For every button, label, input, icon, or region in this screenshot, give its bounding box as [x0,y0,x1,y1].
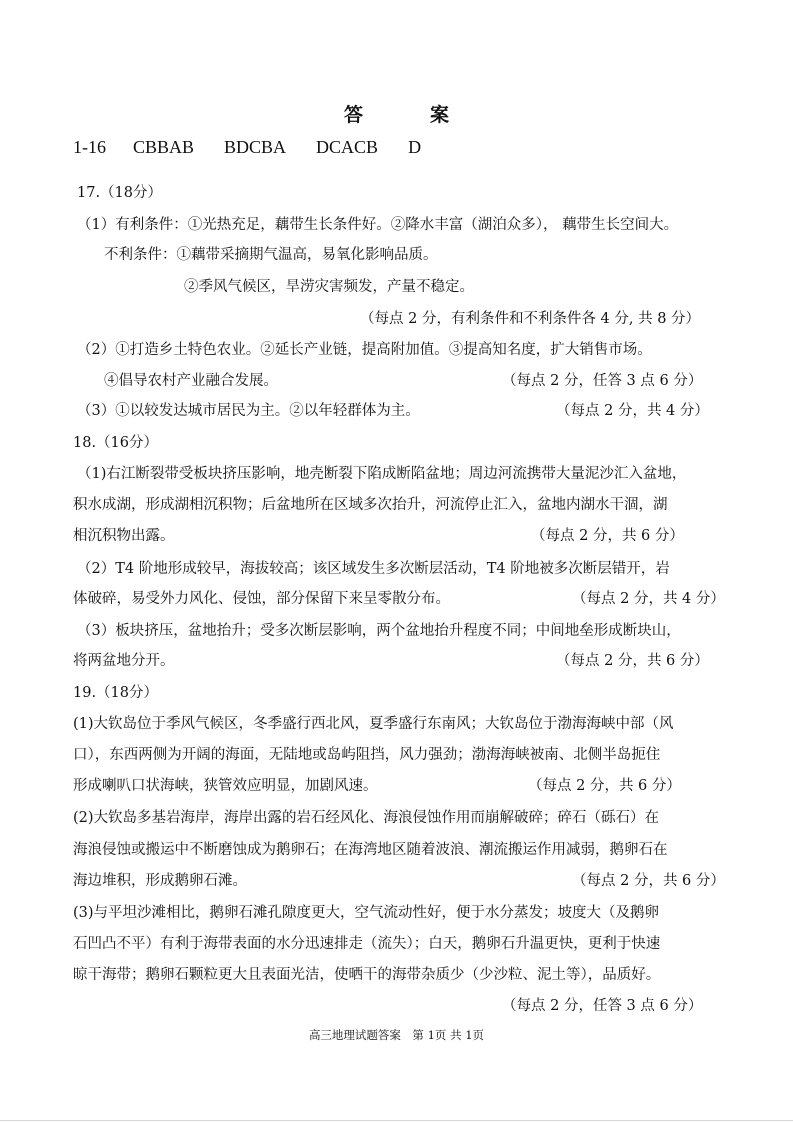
page-title: 答 案 [343,104,473,126]
q19-p2-line1: (2)大钦岛多基岩海岸，海岸出露的岩石经风化、海浪侵蚀作用而崩解破碎；碎石（砾石）在 [73,810,660,826]
q17-p1-line2: 不利条件：①藕带采摘期气温高，易氧化影响品质。 [104,247,438,263]
mc-group-1: CBBAB [133,137,195,157]
q18-header: 18.（16分） [73,435,159,451]
q18-p1-line2: 积水成湖，形成湖相沉积物；后盆地所在区域多次抬升，河流停止汇入，盆地内湖水干涸，湖 [73,497,668,513]
bottom-divider [0,1120,793,1121]
q18-p2-line2: 体破碎，易受外力风化、侵蚀，部分保留下来呈零散分布。 [73,591,450,607]
q18-p3-line1: （3）板块挤压，盆地抬升；受多次断层影响，两个盆地抬升程度不同；中间地垒形成断块山， [77,623,681,639]
q17-p1-line3: ②季风气候区，旱涝灾害频发，产量不稳定。 [184,279,474,295]
q17-header: 17.（18分） [77,185,163,201]
q19-p3-line3: 晾干海带；鹅卵石颗粒更大且表面光洁，使晒干的海带杂质少（少沙粒、泥土等），品质好。 [73,967,661,983]
q19-p1-line2: 口），东西两侧为开阔的海面，无陆地或岛屿阻挡，风力强劲；渤海海峡被南、北侧半岛扼住 [73,747,661,763]
q19-header: 19.（18分） [73,685,159,701]
q17-p3-note: （每点 2 分，共 4 分） [556,403,709,419]
q18-p1-note: （每点 2 分，共 6 分） [531,528,684,544]
q18-p1-line1: （1)右江断裂带受板块挤压影响，地壳断裂下陷成断陷盆地；周边河流携带大量泥沙汇入盆地， [77,466,687,482]
q19-p1-line3: 形成喇叭口状海峡，狭管效应明显，加剧风速。 [73,778,378,794]
q18-p3-line2: 将两盆地分开。 [73,653,175,669]
mc-group-3: DCACB [316,137,379,157]
q18-p2-note: （每点 2 分，共 4 分） [572,591,725,607]
q19-p3-note: （每点 2 分，任答 3 点 6 分） [502,998,703,1014]
q17-p2-line2: ④倡导农村产业融合发展。 [104,373,278,389]
mc-group-4: D [408,137,422,157]
q18-p3-note: （每点 2 分，共 6 分） [556,653,709,669]
q17-p1-line1: （1）有利条件：①光热充足，藕带生长条件好。②降水丰富（湖泊众多）， 藕带生长空间大。 [77,217,679,233]
q19-p1-line1: (1)大钦岛位于季风气候区，冬季盛行西北风，夏季盛行东南风；大钦岛位于渤海海峡中部（风 [73,716,674,732]
mc-group-2: BDCBA [224,137,287,157]
q19-p1-note: （每点 2 分，共 6 分） [528,778,681,794]
q19-p2-note: （每点 2 分，共 6 分） [572,873,725,889]
q19-p2-line2: 海浪侵蚀或搬运中不断磨蚀成为鹅卵石；在海湾地区随着波浪、潮流搬运作用减弱，鹅卵石在 [73,842,668,858]
q17-p1-note: （每点 2 分，有利条件和不利条件各 4 分, 共 8 分） [360,311,701,327]
q19-p2-line3: 海边堆积，形成鹅卵石滩。 [73,873,247,889]
q19-p3-line2: 石凹凸不平）有利于海带表面的水分迅速排走（流失）；白天，鹅卵石升温更快，更利于快速 [73,936,661,952]
q17-p3-line1: （3）①以较发达城市居民为主。②以年轻群体为主。 [77,403,420,419]
mc-range: 1-16 [73,137,106,157]
q17-p2-note: （每点 2 分，任答 3 点 6 分） [502,373,703,389]
q18-p1-line3: 相沉积物出露。 [73,528,175,544]
q18-p2-line1: （2）T4 阶地形成较早，海拔较高；该区域发生多次断层活动，T4 阶地被多次断层错开，岩 [77,561,670,577]
q17-p2-line1: （2）①打造乡土特色农业。②延长产业链，提高附加值。③提高知名度，扩大销售市场。 [77,342,652,358]
page-footer: 高三地理试题答案 第 1页 共 1页 [308,1028,485,1042]
q19-p3-line1: (3)与平坦沙滩相比，鹅卵石滩孔隙度更大，空气流动性好，便于水分蒸发；坡度大（及鹅卵 [73,905,660,921]
multiple-choice-answers [73,137,451,158]
